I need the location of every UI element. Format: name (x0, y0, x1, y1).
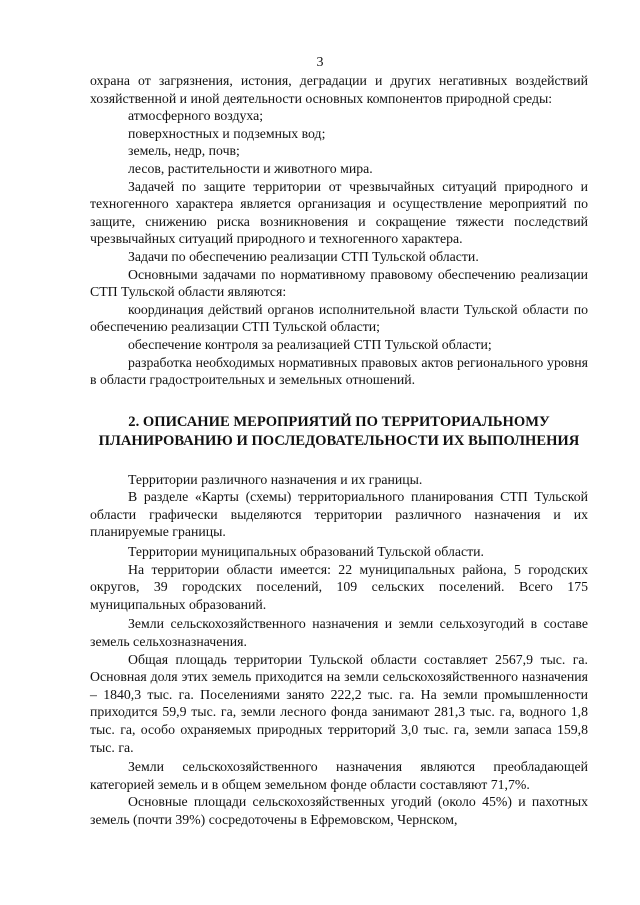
section-paragraph: Территории муниципальных образований Тульской области. (128, 544, 484, 560)
section-paragraph: Общая площадь территории Тульской области составляет 2567,9 тыс. га. Основная доля этих земель приходится на земли сельскохозяйственного назначения – 1840,3 тыс. га. Поселениями занято 222,2 тыс. га. На земли промышленности приходится 59,9 тыс. га, земли лесного фонда занимают 281,3 тыс. га, водного 1,8 тыс. га, особо охраняемых природных территорий 3,0 тыс. га, земли запаса 159,8 тыс. га. (90, 651, 588, 755)
intro-paragraph: охрана от загрязнения, истония, деградации и других негативных воздействий хозяйственной и иной деятельности основных компонентов природной среды: (90, 73, 588, 106)
section-heading (90, 413, 588, 451)
intro-list-item: лесов, растительности и животного мира. (128, 160, 373, 176)
emergency-paragraph: Задачей по защите территории от чрезвычайных ситуаций природного и техногенного характера является организация и осуществление мероприятий по защите, снижению риска возникновения и сокращение тяжести последствий чрезвычайных ситуаций природного и техногенного характера. (90, 178, 588, 247)
implementation-tasks-title: Задачи по обеспечению реализации СТП Тульской области. (128, 248, 479, 264)
section-paragraph: На территории области имеется: 22 муниципальных района, 5 городских округов, 39 городских поселений, 109 сельских поселений. Всего 175 муниципальных образований. (90, 561, 588, 612)
intro-list-item: атмосферного воздуха; (128, 108, 264, 124)
document-body (90, 72, 588, 829)
section-heading-line: ПЛАНИРОВАНИЮ И ПОСЛЕДОВАТЕЛЬНОСТИ ИХ ВЫПОЛНЕНИЯ (98, 432, 580, 449)
section-paragraph: Территории различного назначения и их границы. (128, 471, 423, 487)
intro-list-item: земель, недр, почв; (128, 143, 240, 159)
section-paragraph: Земли сельскохозяйственного назначения и земли сельхозугодий в составе земель сельхозназначения. (90, 616, 588, 650)
section-paragraph: Земли сельскохозяйственного назначения являются преобладающей категорией земель и в общем земельном фонде области составляют 71,7%. (90, 759, 588, 792)
section-heading-line: 2. ОПИСАНИЕ МЕРОПРИЯТИЙ ПО ТЕРРИТОРИАЛЬНОМУ (128, 413, 550, 430)
section-paragraph: Основные площади сельскохозяйственных угодий (около 45%) и пахотных земель (почти 39%) сосредоточены в Ефремовском, Чернском, (90, 794, 588, 827)
implementation-tasks-intro: Основными задачами по нормативному правовому обеспечению реализации СТП Тульской области являются: (90, 266, 588, 300)
page-number: 3 (316, 55, 324, 70)
implementation-list-item: обеспечение контроля за реализацией СТП Тульской области; (128, 336, 492, 352)
implementation-list-item: координация действий органов исполнительной власти Тульской области по обеспечению реализации СТП Тульской области; (90, 301, 588, 335)
implementation-list-item: разработка необходимых нормативных правовых актов регионального уровня в области градостроительных и земельных отношений. (90, 354, 588, 388)
intro-list-item: поверхностных и подземных вод; (128, 125, 326, 141)
section-paragraph: В разделе «Карты (схемы) территориального планирования СТП Тульской области графически выделяются территории различного назначения и их планируемые границы. (90, 489, 588, 540)
